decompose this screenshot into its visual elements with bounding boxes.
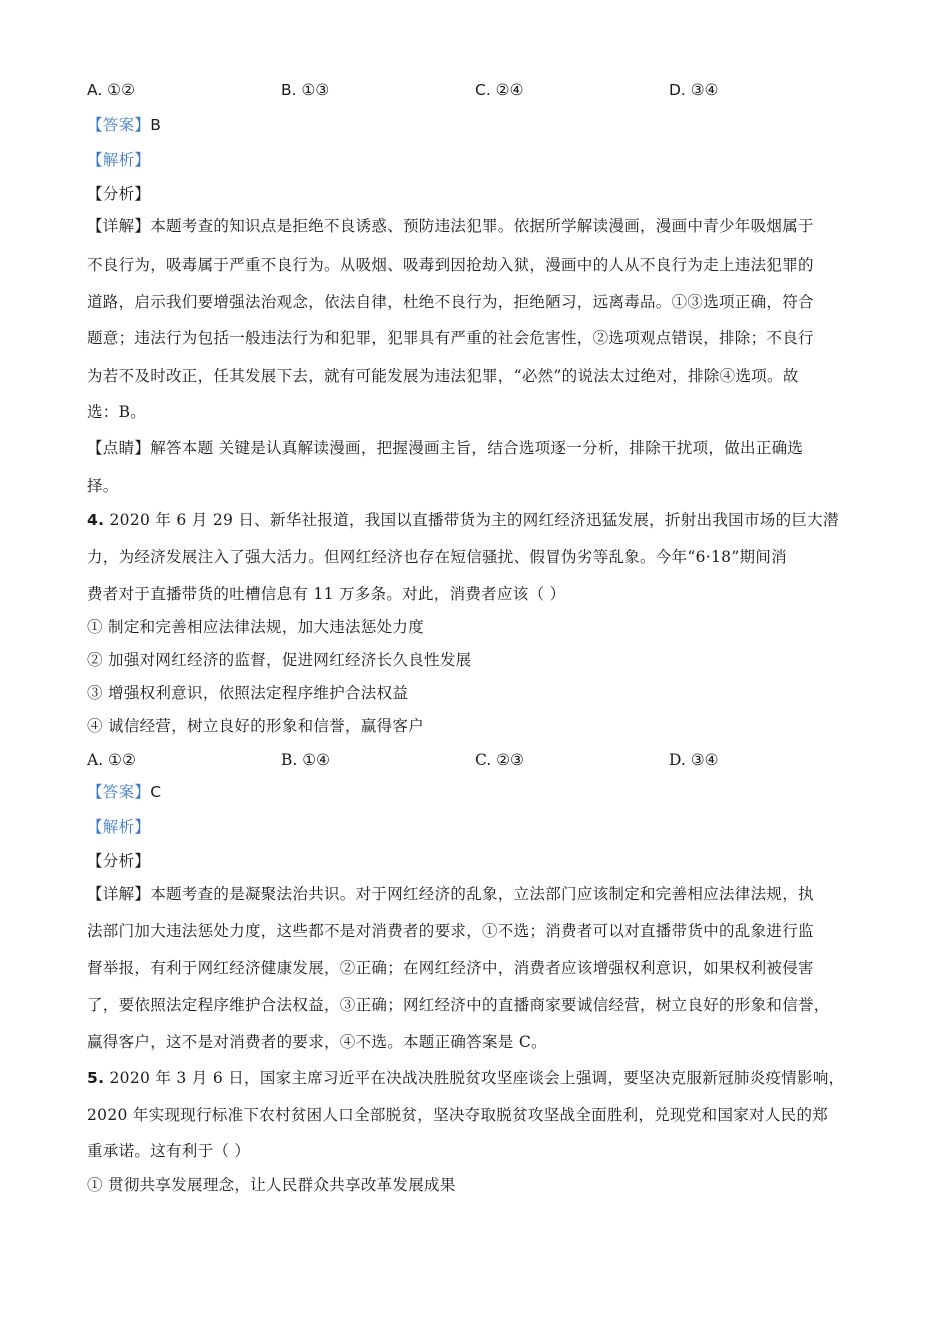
- q3-option-d: D. ③④: [669, 81, 719, 99]
- q4-option-c: C. ②③: [475, 751, 524, 769]
- q4-option-d: D. ③④: [669, 751, 719, 769]
- q3-fenxi-tag: 【分析】: [87, 185, 151, 203]
- question-number: 4.: [87, 511, 105, 529]
- q4-stem-line-2: 力，为经济发展注入了强大活力。但网红经济也存在短信骚扰、假冒伪劣等乱象。今年“6·18”期间消: [87, 548, 787, 566]
- q4-detail-line-4: 了，要依照法定程序维护合法权益，③正确；网红经济中的直播商家要诚信经营，树立良好的形象和信誉，: [87, 996, 830, 1014]
- q4-answer: [87, 782, 161, 802]
- q4-statement-4: ④ 诚信经营，树立良好的形象和信誉，赢得客户: [87, 717, 425, 735]
- answer-value: C: [150, 783, 162, 801]
- q4-statement-2: ② 加强对网红经济的监督，促进网红经济长久良性发展: [87, 651, 472, 669]
- detail-tag: 【详解】: [87, 217, 151, 235]
- q3-dianjing-line-1: 【点睛】解答本题 关键是认真解读漫画，把握漫画主旨，结合选项逐一分析，排除干扰项，做出正确选: [87, 439, 804, 457]
- q3-answer: [87, 115, 161, 135]
- q4-statement-1: ① 制定和完善相应法律法规，加大违法惩处力度: [87, 618, 425, 636]
- answer-tag: 【答案】: [87, 116, 151, 134]
- q4-analysis-tag: 【解析】: [87, 818, 151, 836]
- q3-option-a: A. ①②: [87, 81, 135, 99]
- answer-value: B: [150, 116, 162, 134]
- q3-detail-line-4: 题意；违法行为包括一般违法行为和犯罪，犯罪具有严重的社会危害性，②选项观点错误，排除；不良行: [87, 329, 814, 347]
- q4-statement-3: ③ 增强权利意识，依照法定程序维护合法权益: [87, 684, 409, 702]
- q3-detail-line-3: 道路，启示我们要增强法治观念，依法自律，杜绝不良行为，拒绝陋习，远离毒品。①③选项正确，符合: [87, 293, 814, 311]
- q3-analysis-tag: 【解析】: [87, 151, 151, 169]
- dianjing-tag: 【点睛】: [87, 439, 151, 457]
- q3-detail-line-1: 【详解】本题考查的知识点是拒绝不良诱惑、预防违法犯罪。依据所学解读漫画，漫画中青少年吸烟属于: [87, 217, 814, 235]
- question-number: 5.: [87, 1069, 105, 1087]
- q4-option-b: B. ①④: [281, 751, 331, 769]
- q3-detail-line-6: 选：B。: [87, 403, 147, 421]
- q4-stem-line-3: 费者对于直播带货的吐槽信息有 11 万多条。对此，消费者应该（ ）: [87, 585, 566, 603]
- q4-stem-line-1: 4. 2020 年 6 月 29 日、新华社报道，我国以直播带货为主的网红经济迅猛发展，折射出我国市场的巨大潜: [87, 511, 839, 529]
- q3-option-b: B. ①③: [281, 81, 330, 99]
- detail-tag: 【详解】: [87, 885, 151, 903]
- q5-statement-1: ① 贯彻共享发展理念，让人民群众共享改革发展成果: [87, 1176, 456, 1194]
- q3-detail-line-2: 不良行为，吸毒属于严重不良行为。从吸烟、吸毒到因抢劫入狱，漫画中的人从不良行为走上违法犯罪的: [87, 256, 814, 274]
- q4-detail-line-3: 督举报，有利于网红经济健康发展，②正确；在网红经济中，消费者应该增强权利意识，如果权利被侵害: [87, 959, 814, 977]
- q5-stem-line-2: 2020 年实现现行标准下农村贫困人口全部脱贫，坚决夺取脱贫攻坚战全面胜利，兑现党和国家对人民的郑: [87, 1106, 829, 1124]
- q4-detail-line-2: 法部门加大违法惩处力度，这些都不是对消费者的要求，①不选；消费者可以对直播带货中的乱象进行监: [87, 922, 814, 940]
- q3-detail-line-5: 为若不及时改正，任其发展下去，就有可能发展为违法犯罪，“必然”的说法太过绝对，排除④选项。故: [87, 367, 799, 385]
- q5-stem-line-1: 5. 2020 年 3 月 6 日，国家主席习近平在决战决胜脱贫攻坚座谈会上强调，要坚决克服新冠肺炎疫情影响，: [87, 1069, 845, 1087]
- q3-dianjing-line-2: 择。: [87, 477, 119, 495]
- q4-detail-line-5: 赢得客户，这不是对消费者的要求，④不选。本题正确答案是 C。: [87, 1033, 547, 1051]
- q4-option-a: A. ①②: [87, 751, 136, 769]
- q3-option-c: C. ②④: [475, 81, 524, 99]
- q5-stem-line-3: 重承诺。这有利于（ ）: [87, 1142, 251, 1160]
- q4-fenxi-tag: 【分析】: [87, 852, 151, 870]
- answer-tag: 【答案】: [87, 783, 151, 801]
- q4-detail-line-1: 【详解】本题考查的是凝聚法治共识。对于网红经济的乱象，立法部门应该制定和完善相应法律法规，执: [87, 885, 814, 903]
